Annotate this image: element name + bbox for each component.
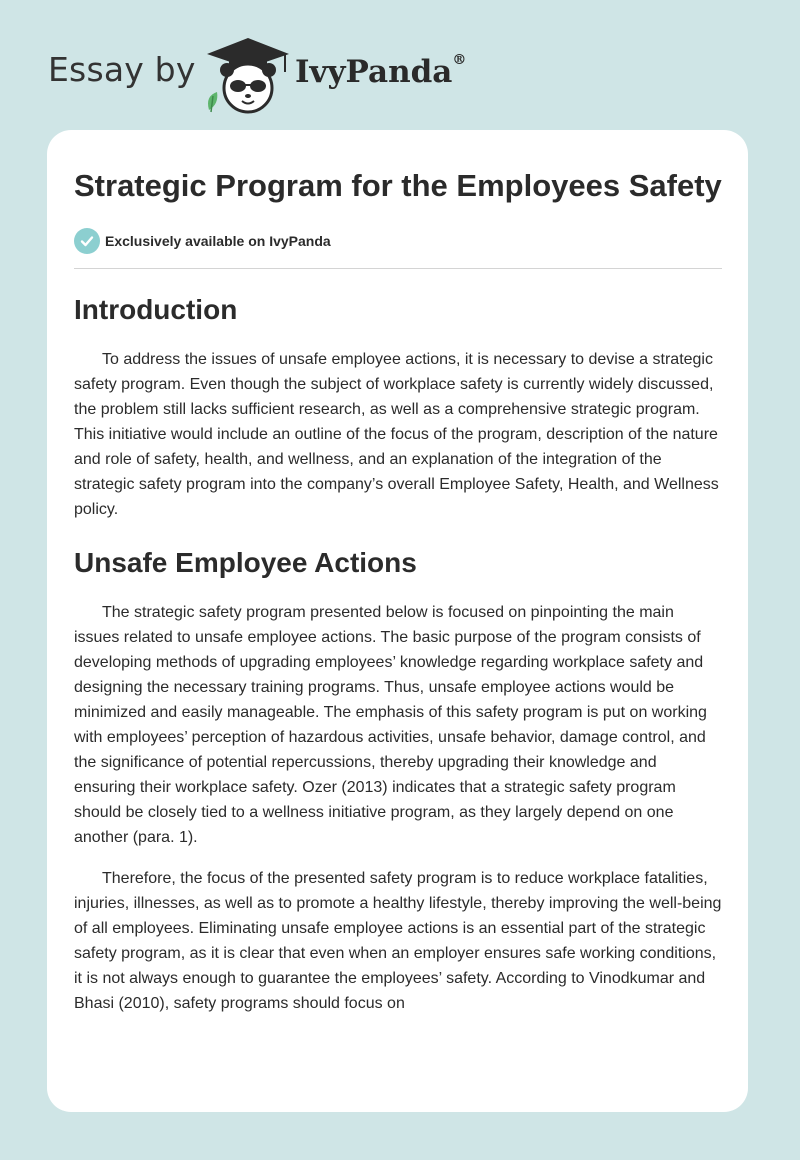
- panda-graduate-icon[interactable]: [203, 36, 293, 116]
- paragraph: The strategic safety program presented below is focused on pinpointing the main issues related to unsafe employee actions. The basic purpose of the program consists of developing methods of upgrading employees’ knowledge regarding workplace safety and designing the necessary training programs. Thus, unsafe employee actions would be minimized and easily manageable. The emphasis of this safety program is put on working with employees’ perception of hazardous activities, unsafe behavior, damage control, and the significance of potential repercussions, thereby upgrading their knowledge and ensuring their workplace safety. Ozer (2013) indicates that a strategic safety program should be closely tied to a wellness initiative program, as they largely depend on one another (para. 1).: [74, 604, 707, 846]
- exclusive-badge: [74, 228, 722, 269]
- paragraph: To address the issues of unsafe employee actions, it is necessary to devise a strategic safety program. Even though the subject of workplace safety is currently widely discussed, the problem still lacks sufficient research, as well as a comprehensive strategic program. This initiative would include an outline of the focus of the program, description of the nature and role of safety, health, and wellness, and an explanation of the integration of the strategic safety program into the company’s overall Employee Safety, Health, and Wellness policy.: [74, 351, 719, 518]
- essay-by-label: Essay by: [48, 50, 196, 89]
- registered-mark: ®: [452, 52, 467, 68]
- brand-text: IvyPanda: [295, 54, 453, 90]
- site-header: [48, 28, 748, 118]
- section-heading-introduction: Introduction: [74, 294, 238, 325]
- article-card: [47, 130, 748, 1112]
- section-heading-unsafe-employee-actions: Unsafe Employee Actions: [74, 547, 417, 578]
- brand-name[interactable]: [295, 54, 466, 90]
- article-title: Strategic Program for the Employees Safety: [74, 168, 722, 203]
- check-icon: [74, 228, 100, 254]
- exclusive-badge-text: Exclusively available on IvyPanda: [105, 233, 331, 249]
- paragraph: Therefore, the focus of the presented safety program is to reduce workplace fatalities, injuries, illnesses, as well as to promote a healthy lifestyle, thereby improving the well-being of all employees. Eliminating unsafe employee actions is an essential part of the strategic safety program, as it is clear that even when an employer ensures safe working conditions, it is not always enough to guarantee the employees’ safety. According to Vinodkumar and Bhasi (2010), safety programs should focus on: [74, 870, 722, 1012]
